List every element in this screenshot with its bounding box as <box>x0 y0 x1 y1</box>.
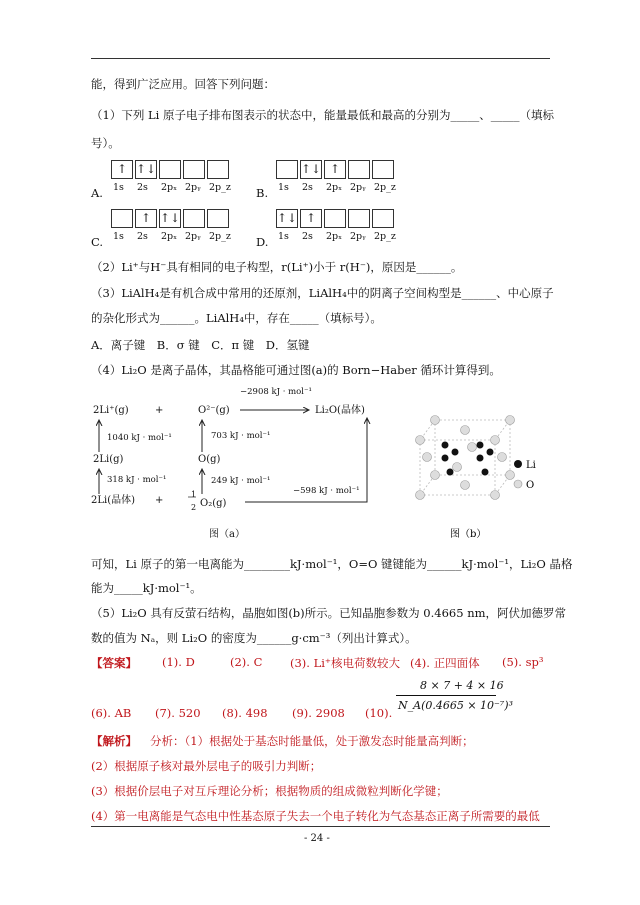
orbital-box <box>111 209 133 228</box>
orbital-box <box>348 160 370 179</box>
half-denominator: 2 <box>191 503 197 512</box>
orbital-label-2px: 2pₓ <box>326 231 343 242</box>
oxide-ion-gas: O²⁻(g) <box>198 405 230 416</box>
answer-7: (7). 520 <box>155 706 201 720</box>
question-4: （4）Li₂O 是离子晶体，其晶格能可通过图(a)的 Born−Haber 循环计算得到。 <box>91 363 501 377</box>
orbital-box <box>207 209 229 228</box>
li2o-crystal: Li₂O(晶体) <box>315 405 365 416</box>
o-atom <box>498 453 507 462</box>
energy-598: −598 kJ · mol⁻¹ <box>293 486 360 496</box>
orbital-box: ↑↓ <box>300 160 322 179</box>
orbital-label-2py: 2pᵧ <box>350 231 366 242</box>
legend-li: Li <box>526 460 536 471</box>
o-atom <box>491 491 500 500</box>
orbital-box: ↑↓ <box>276 209 298 228</box>
answer-2: (2). C <box>230 655 263 669</box>
li-atom-gas: 2Li(g) <box>93 454 124 465</box>
o-atom <box>506 471 515 480</box>
answer-5: (5). sp³ <box>502 655 544 669</box>
orbital-label-2px: 2pₓ <box>326 182 343 193</box>
answer-3: (3). Li⁺核电荷数较大 <box>290 656 400 670</box>
orbital-label-2py: 2pᵧ <box>185 182 201 193</box>
o-atom <box>431 471 440 480</box>
orbital-box: ↑ <box>135 209 157 228</box>
orbital-box <box>183 160 205 179</box>
li-atom <box>487 449 494 456</box>
answer-4: (4). 正四面体 <box>410 656 480 670</box>
orbital-box <box>324 209 346 228</box>
energy-1040: 1040 kJ · mol⁻¹ <box>107 433 172 443</box>
option-d-label: D. <box>256 235 269 249</box>
question-4-blanks-line2: 能为_____kJ·mol⁻¹。 <box>91 581 202 595</box>
o-legend-dot <box>514 480 522 488</box>
orbital-box: ↑↓ <box>135 160 157 179</box>
orbital-label-1s: 1s <box>278 182 289 193</box>
orbital-box: ↑ <box>300 209 322 228</box>
crystal-cell-figure <box>410 400 550 550</box>
intro-line: 能，得到广泛应用。回答下列问题： <box>91 77 275 91</box>
li-atom <box>442 455 449 462</box>
orbital-box <box>207 160 229 179</box>
analysis-line-1: 分析：（1）根据处于基态时能量低，处于激发态时能量高判断； <box>150 734 474 748</box>
o-atom <box>461 426 470 435</box>
question-3-line1: （3）LiAlH₄是有机合成中常用的还原剂，LiAlH₄中的阴离子空间构型是______、中心原子 <box>91 286 554 300</box>
orbital-label-2px: 2pₓ <box>161 182 178 193</box>
option-c-label: C. <box>91 235 104 249</box>
orbital-box: ↑ <box>324 160 346 179</box>
o2-gas: O₂(g) <box>200 498 227 509</box>
o-atom <box>431 416 440 425</box>
answer-8: (8). 498 <box>222 706 268 720</box>
fraction-bar <box>396 695 496 696</box>
density-denominator: N_A(0.4665 × 10⁻⁷)³ <box>398 699 513 712</box>
question-3-line2: 的杂化形式为______。LiAlH₄中，存在_____（填标号）。 <box>91 311 382 325</box>
density-numerator: 8 × 7 + 4 × 16 <box>420 679 504 692</box>
orbital-label-2s: 2s <box>302 231 313 242</box>
answer-10: (10). <box>365 706 393 720</box>
energy-703: 703 kJ · mol⁻¹ <box>211 431 271 441</box>
orbital-box <box>276 160 298 179</box>
o-atom-gas: O(g) <box>198 454 221 465</box>
orbital-label-2s: 2s <box>137 231 148 242</box>
orbital-box <box>372 209 394 228</box>
orbital-label-2px: 2pₓ <box>161 231 178 242</box>
option-a-label: A. <box>91 186 103 200</box>
orbital-box <box>348 209 370 228</box>
o-atom <box>416 491 425 500</box>
orbital-label-2s: 2s <box>137 182 148 193</box>
analysis-tag: 【解析】 <box>91 734 137 748</box>
caption-b: 图（b） <box>450 529 487 540</box>
question-2: （2）Li⁺与H⁻具有相同的电子构型，r(Li⁺)小于 r(H⁻)，原因是______。 <box>91 260 463 274</box>
orbital-label-2s: 2s <box>302 182 313 193</box>
born-haber-figure <box>85 382 385 542</box>
li-crystal: 2Li(晶体) <box>91 495 136 506</box>
analysis-line-2: (2）根据原子核对最外层电子的吸引力判断； <box>91 759 322 773</box>
half-numerator: 1 <box>191 490 197 499</box>
orbital-box <box>183 209 205 228</box>
plus-sign-bottom: + <box>155 495 164 506</box>
o-atom <box>416 436 425 445</box>
question-5-line1: （5）Li₂O 具有反萤石结构，晶胞如图(b)所示。已知晶胞参数为 0.4665 nm，阿伏加德罗常 <box>91 606 567 620</box>
o-atom <box>506 416 515 425</box>
analysis-line-4: (4）第一电离能是气态电中性基态原子失去一个电子转化为气态基态正离子所需要的最低 <box>91 809 540 823</box>
li-atom <box>482 469 489 476</box>
orbital-label-2py: 2pᵧ <box>350 182 366 193</box>
energy-318: 318 kJ · mol⁻¹ <box>107 475 167 485</box>
li-legend-dot <box>514 460 522 468</box>
question-3-options: A．离子键 B．σ 键 C．π 键 D．氢键 <box>91 338 310 352</box>
orbital-box <box>159 160 181 179</box>
orbital-label-1s: 1s <box>113 231 124 242</box>
lattice-energy-label: −2908 kJ · mol⁻¹ <box>240 387 312 397</box>
orbital-label-1s: 1s <box>278 231 289 242</box>
li-atom <box>442 442 449 449</box>
orbital-label-2pz: 2p_z <box>374 231 396 242</box>
answer-1: (1). D <box>162 655 195 669</box>
footer-rule <box>91 826 550 827</box>
o-atom <box>453 463 462 472</box>
question-4-blanks-line1: 可知，Li 原子的第一电离能为________kJ·mol⁻¹，O=O 键键能为______kJ·mol⁻¹，Li₂O 晶格 <box>91 557 573 571</box>
o-atom <box>461 481 470 490</box>
orbital-label-2pz: 2p_z <box>209 231 231 242</box>
answer-tag: 【答案】 <box>91 656 137 670</box>
o-atom <box>491 436 500 445</box>
legend-o: O <box>526 480 535 491</box>
orbital-label-2py: 2pᵧ <box>185 231 201 242</box>
orbital-label-1s: 1s <box>113 182 124 193</box>
orbital-box: ↑↓ <box>159 209 181 228</box>
orbital-box: ↑ <box>111 160 133 179</box>
answer-9: (9). 2908 <box>292 706 345 720</box>
option-b-label: B. <box>256 186 269 200</box>
question-5-line2: 数的值为 Nₐ，则 Li₂O 的密度为______g·cm⁻³（列出计算式）。 <box>91 631 417 645</box>
o-atom <box>468 443 477 452</box>
li-atom <box>477 455 484 462</box>
o-atom <box>423 453 432 462</box>
header-rule <box>91 58 550 59</box>
li-atom <box>452 449 459 456</box>
energy-249: 249 kJ · mol⁻¹ <box>211 476 271 486</box>
answer-6: (6). AB <box>91 706 132 720</box>
orbital-label-2pz: 2p_z <box>374 182 396 193</box>
question-1-line2: 号）。 <box>91 136 120 150</box>
caption-a: 图（a） <box>209 529 245 540</box>
li-atom <box>477 442 484 449</box>
analysis-line-3: (3）根据价层电子对互斥理论分析；根据物质的组成微粒判断化学键； <box>91 784 448 798</box>
orbital-label-2pz: 2p_z <box>209 182 231 193</box>
orbital-box <box>372 160 394 179</box>
page-number: - 24 - <box>304 833 330 844</box>
question-1-line1: （1）下列 Li 原子电子排布图表示的状态中，能量最低和最高的分别为_____、_____（填标 <box>91 108 554 122</box>
li-ion-gas: 2Li⁺(g) <box>93 405 129 416</box>
plus-sign-top: + <box>155 405 164 416</box>
li-atom <box>447 469 454 476</box>
